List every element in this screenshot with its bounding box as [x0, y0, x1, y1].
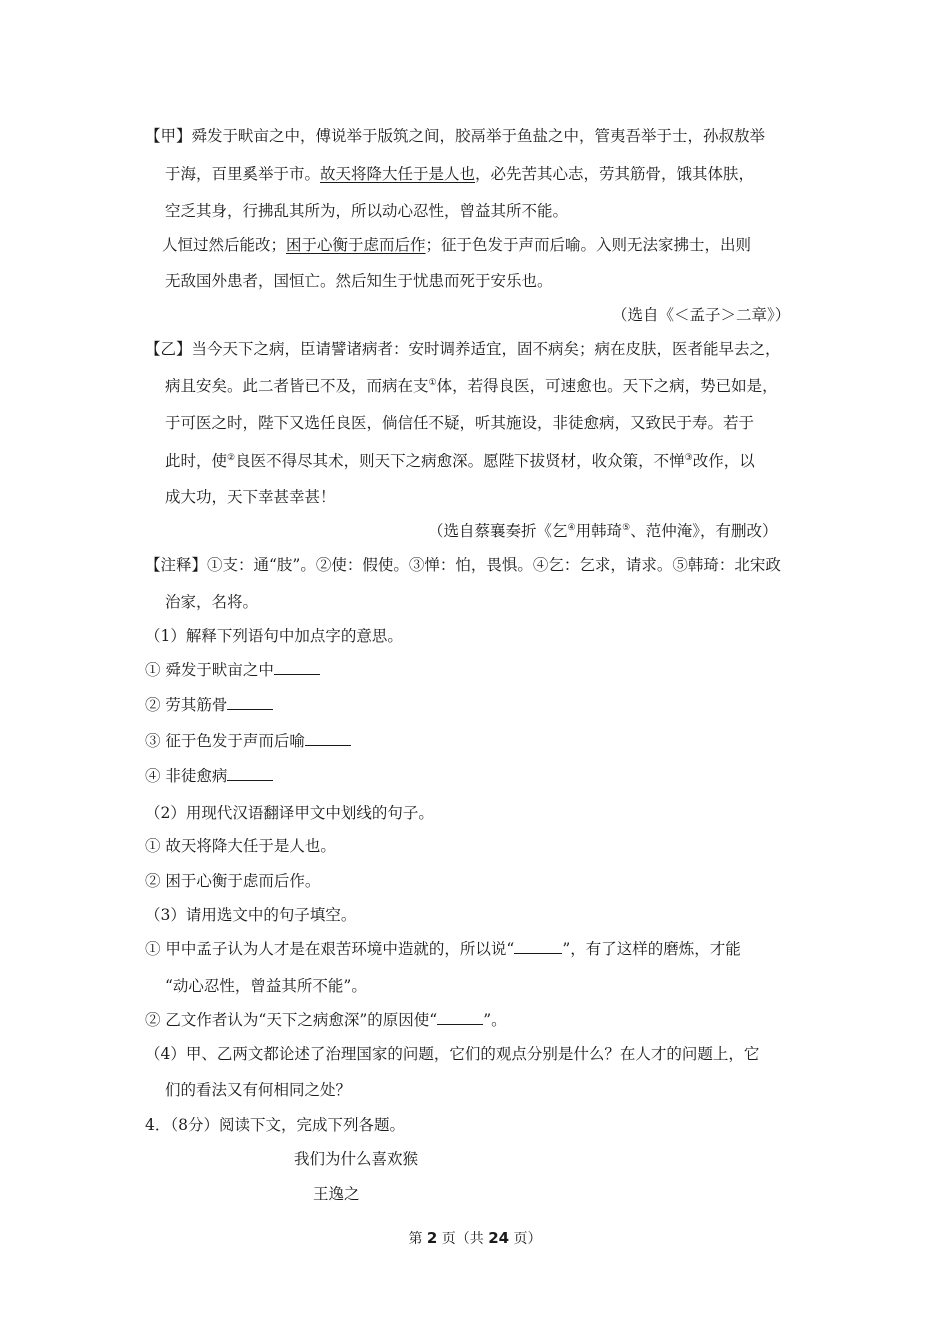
jia-line-1: 【甲】舜发于畎亩之中，傅说举于版筑之间，胶鬲举于鱼盐之中，管夷吾举于士，孙叔敖举 — [145, 127, 766, 145]
question-1-item-2-text: ② 劳其筋骨 — [145, 696, 228, 714]
yi-line-5: 成大功，天下幸甚幸甚！ — [165, 488, 336, 506]
jia-line-2-end: ，必先苦其心志，劳其筋骨，饿其体肤， — [475, 165, 755, 183]
yi-line-3: 于可医之时，陛下又选任良医，倘信任不疑，听其施设，非徒愈病，又致民于寿。若于 — [165, 414, 755, 432]
jia-line-4-start: 人恒过然后能改； — [162, 236, 287, 254]
yi-source-c: 、范仲淹》，有删改） — [630, 522, 778, 540]
question-3-item-1-start: ① 甲中孟子认为人才是在艰苦环境中造就的，所以说“ — [145, 940, 515, 958]
notes-line-2: 治家，名将。 — [165, 593, 259, 611]
question-3-item-1-cont: “动心忍性，曾益其所不能”。 — [165, 977, 367, 995]
question-2-item-2: ② 困于心衡于虑而后作。 — [145, 872, 321, 890]
question-3-item-1 — [145, 939, 741, 959]
answer-blank[interactable] — [227, 766, 273, 781]
question-1-item-3-text: ③ 征于色发于声而后喻 — [145, 732, 305, 750]
yi-line-4-c: 改作，以 — [692, 452, 755, 470]
answer-blank[interactable] — [437, 1010, 483, 1025]
jia-underlined-sentence-1: 故天将降大任于是人也 — [320, 165, 476, 183]
jia-line-3: 空乏其身，行拂乱其所为，所以动心忍性，曾益其所不能。 — [165, 202, 569, 220]
jia-line-2-start: 于海，百里奚举于市。 — [165, 165, 321, 183]
yi-source — [428, 521, 777, 541]
notes-line-1: 【注释】①支：通“肢”。②使：假使。③惮：怕，畏惧。④乞：乞求，请求。⑤韩琦：北宋政 — [145, 556, 781, 574]
note-marker-4: ④ — [567, 523, 576, 533]
question-3-item-2 — [145, 1010, 507, 1030]
page-footer — [0, 1228, 950, 1248]
jia-source: （选自《＜孟子＞二章》） — [612, 306, 791, 324]
question-1-item-4 — [145, 766, 273, 786]
question-4-line-1: （4）甲、乙两文都论述了治理国家的问题，它们的观点分别是什么？在人才的问题上，它 — [145, 1045, 760, 1063]
question-1: （1）解释下列语句中加点字的意思。 — [145, 627, 403, 645]
answer-blank[interactable] — [274, 660, 320, 675]
answer-blank[interactable] — [305, 731, 351, 746]
page-number: 2 — [426, 1229, 438, 1247]
jia-line-4 — [162, 235, 751, 255]
question-1-item-2 — [145, 695, 273, 715]
question-1-item-3 — [145, 731, 351, 751]
question-3: （3）请用选文中的句子填空。 — [145, 906, 357, 924]
yi-line-4-b: 良医不得尽其术，则天下之病愈深。愿陛下拔贤材，收众策，不惮 — [235, 452, 685, 470]
note-marker-2: ② — [227, 453, 236, 463]
footer-mid: 页（共 — [437, 1231, 489, 1247]
section-4-heading: 4．（8分）阅读下文，完成下列各题。 — [145, 1116, 405, 1134]
question-2: （2）用现代汉语翻译甲文中划线的句子。 — [145, 804, 434, 822]
answer-blank[interactable] — [514, 939, 562, 954]
question-3-item-2-end: ”。 — [483, 1011, 507, 1029]
yi-line-2-end: 体，若得良医，可速愈也。天下之病，势已如是， — [436, 377, 778, 395]
yi-source-a: （选自蔡襄奏折《乞 — [428, 522, 568, 540]
yi-line-1: 【乙】当今天下之病，臣请譬诸病者：安时调养适宜，固不病矣；病在皮肤，医者能早去之， — [145, 340, 781, 358]
note-marker-1: ① — [428, 378, 437, 388]
note-marker-5: ⑤ — [622, 523, 631, 533]
question-2-item-1: ① 故天将降大任于是人也。 — [145, 837, 336, 855]
jia-underlined-sentence-2: 困于心衡于虑而后作 — [286, 236, 426, 254]
yi-line-4 — [165, 451, 755, 471]
jia-line-5: 无敌国外患者，国恒亡。然后知生于忧患而死于安乐也。 — [165, 272, 553, 290]
total-pages: 24 — [488, 1229, 510, 1247]
jia-line-4-end: ；征于色发于声而后喻。入则无法家拂士，出则 — [425, 236, 752, 254]
question-1-item-1 — [145, 660, 320, 680]
yi-source-b: 用韩琦 — [575, 522, 623, 540]
question-1-item-4-text: ④ 非徒愈病 — [145, 767, 228, 785]
yi-line-2 — [165, 376, 778, 396]
note-marker-3: ③ — [684, 453, 693, 463]
article-author: 王逸之 — [313, 1185, 360, 1203]
question-3-item-2-start: ② 乙文作者认为“天下之病愈深”的原因使“ — [145, 1011, 438, 1029]
yi-line-2-start: 病且安矣。此二者皆已不及，而病在支 — [165, 377, 429, 395]
question-3-item-1-end: ”，有了这样的磨炼，才能 — [562, 940, 741, 958]
answer-blank[interactable] — [227, 695, 273, 710]
footer-pre: 第 — [408, 1231, 427, 1247]
article-title: 我们为什么喜欢猴 — [294, 1150, 419, 1168]
question-1-item-1-text: ① 舜发于畎亩之中 — [145, 661, 274, 679]
footer-post: 页） — [509, 1231, 542, 1247]
question-4-line-2: 们的看法又有何相同之处？ — [165, 1081, 352, 1099]
yi-line-4-a: 此时，使 — [165, 452, 228, 470]
jia-line-2 — [165, 164, 754, 184]
